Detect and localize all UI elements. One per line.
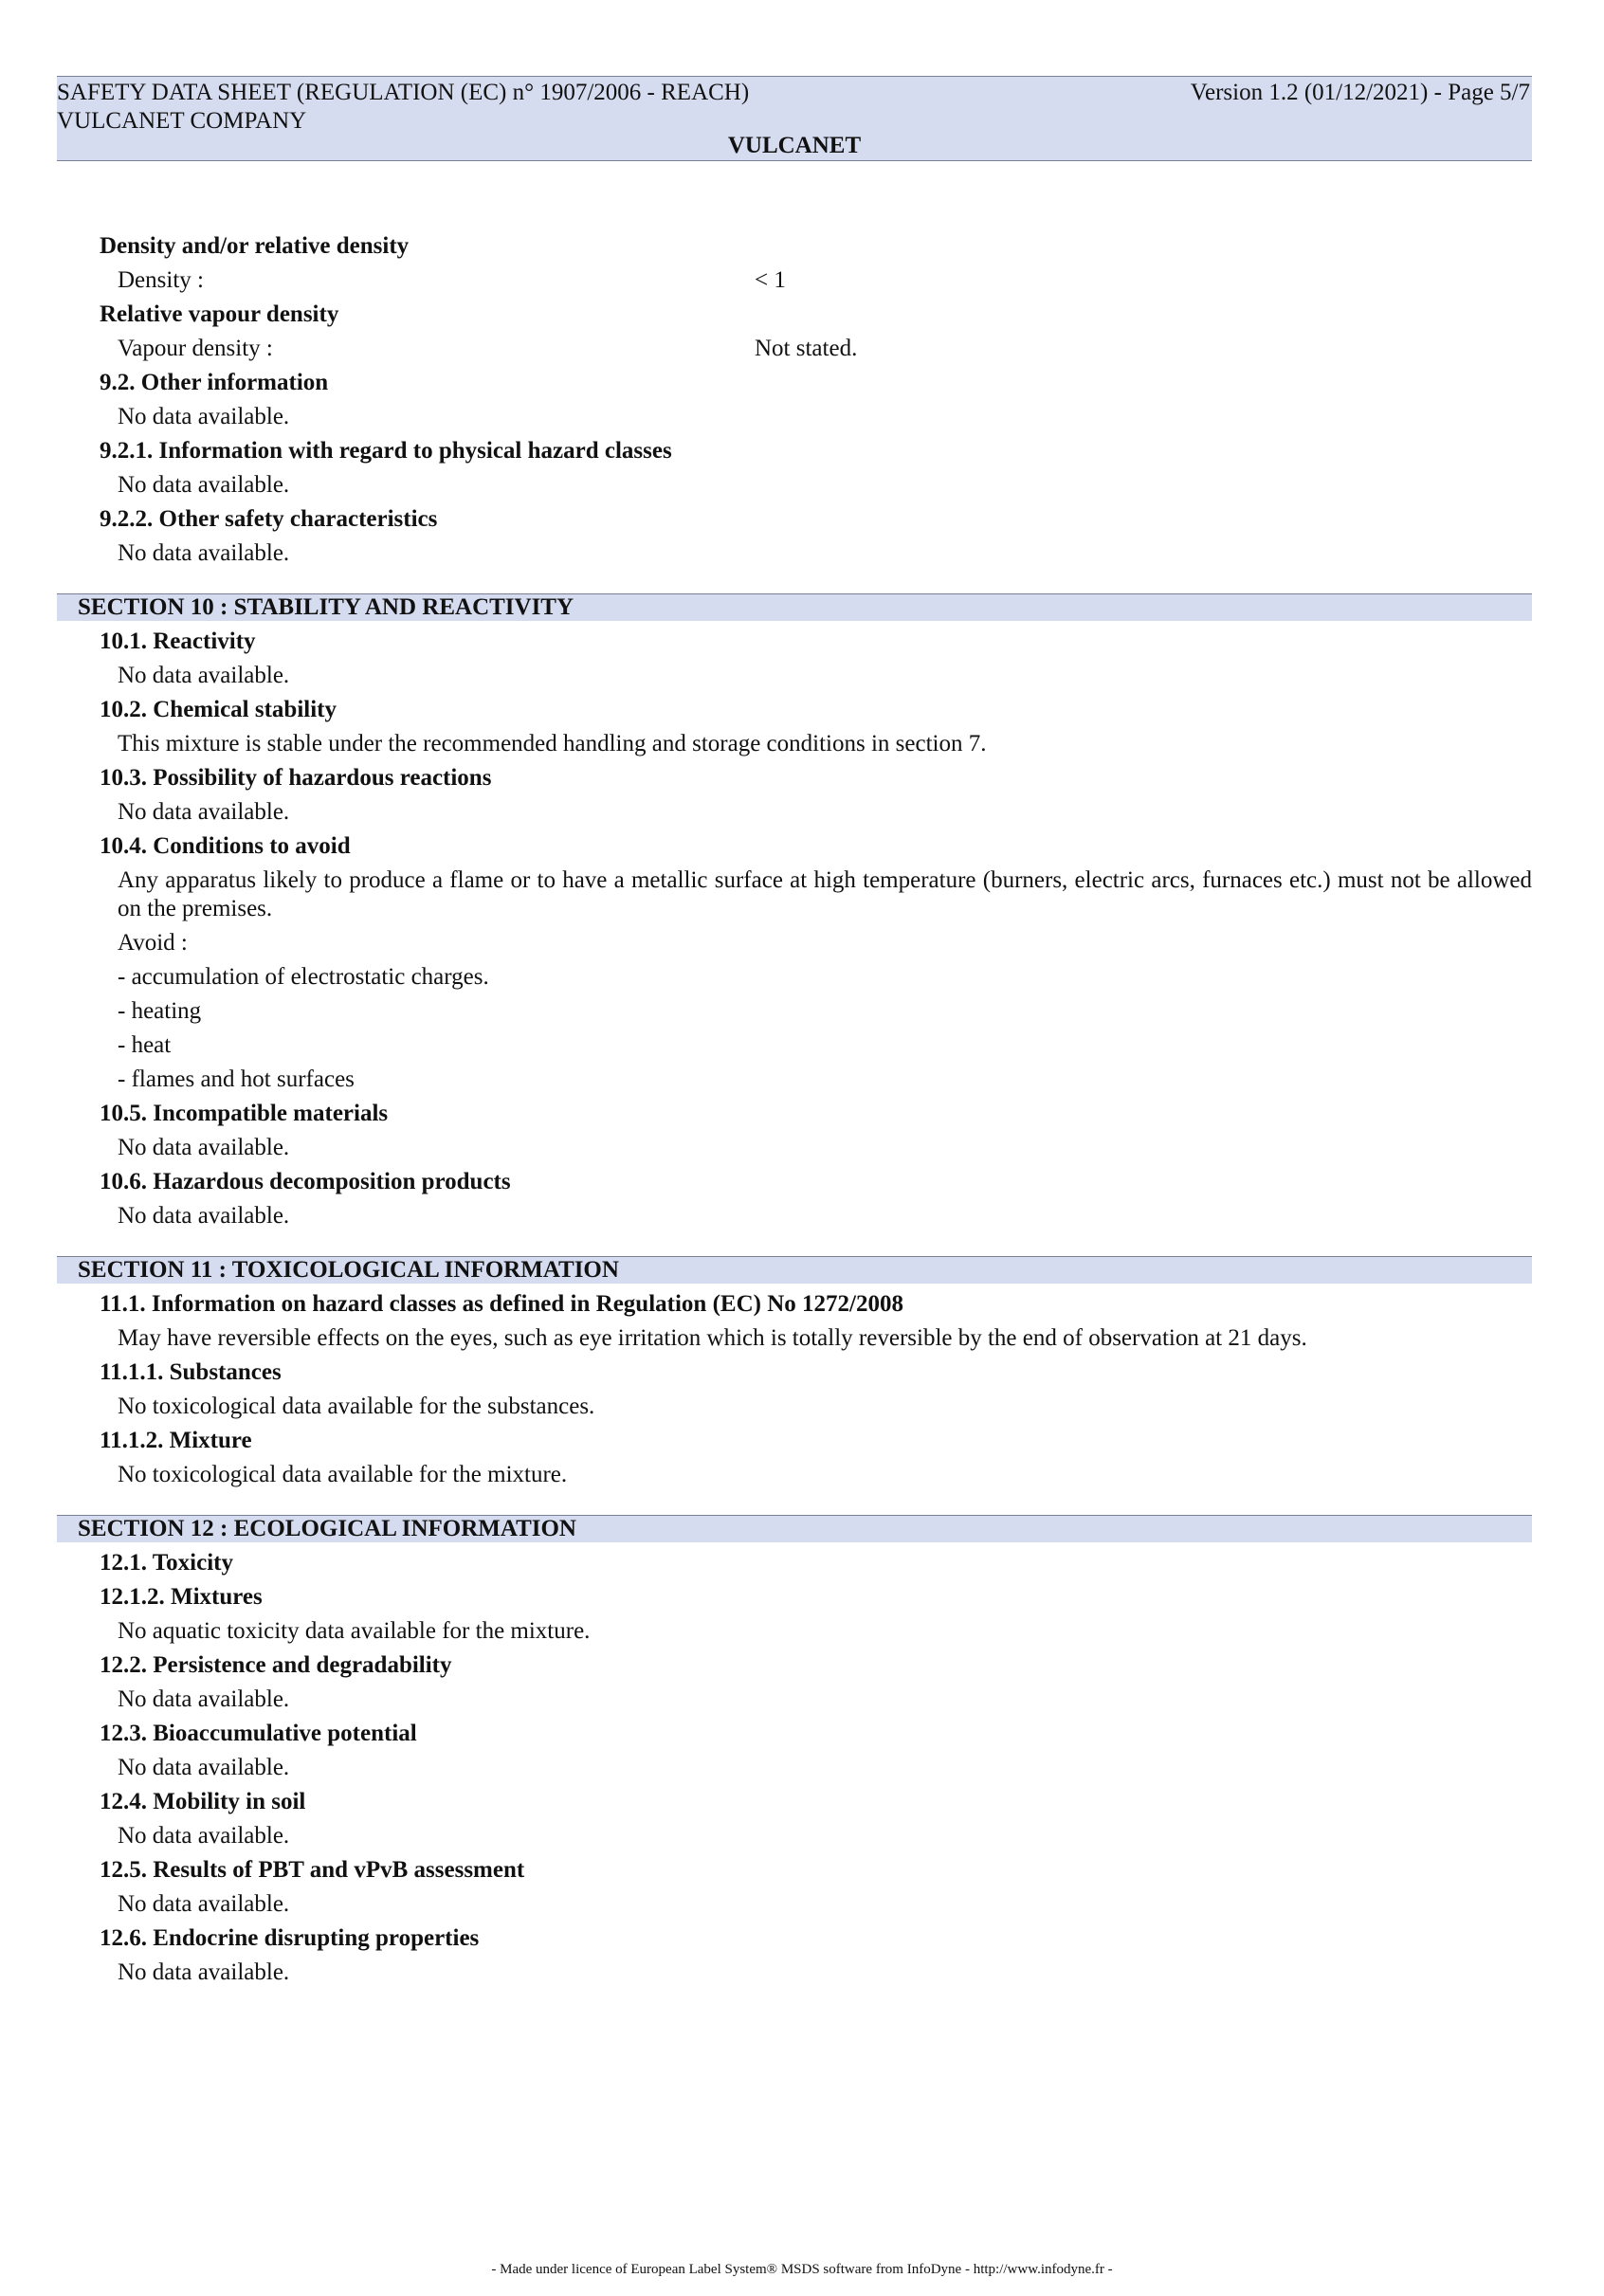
subsection-text: No data available.	[118, 663, 290, 688]
subsection-heading: 12.5. Results of PBT and vPvB assessment	[100, 1857, 525, 1883]
subsection-heading: 12.1. Toxicity	[100, 1550, 233, 1576]
subsection-text: No data available.	[118, 472, 290, 498]
section-11-title: SECTION 11 : TOXICOLOGICAL INFORMATION	[57, 1256, 1532, 1284]
subsection-heading: 11.1.2. Mixture	[100, 1428, 252, 1453]
subsection-heading: 12.4. Mobility in soil	[100, 1789, 306, 1814]
section-12-title: SECTION 12 : ECOLOGICAL INFORMATION	[57, 1515, 1532, 1542]
subsection-text: No data available.	[118, 799, 290, 825]
subsection-heading: 10.6. Hazardous decomposition products	[100, 1169, 511, 1194]
avoid-item: - heating	[118, 998, 202, 1024]
density-label: Density :	[118, 267, 204, 293]
subsection-text: No data available.	[118, 1959, 290, 1985]
subsection-heading: 12.3. Bioaccumulative potential	[100, 1721, 417, 1746]
document-header	[57, 76, 1532, 161]
subsection-text: This mixture is stable under the recommended handling and storage conditions in section 7.	[118, 731, 987, 756]
subsection-heading: 12.6. Endocrine disrupting properties	[100, 1925, 480, 1951]
subsection-heading: 10.5. Incompatible materials	[100, 1101, 389, 1126]
vapour-row	[118, 332, 1532, 366]
subsection-text: No data available.	[118, 1135, 290, 1160]
subsection-text: No data available.	[118, 1823, 290, 1849]
subsection-heading: 9.2. Other information	[100, 370, 329, 395]
subsection-text: No data available.	[118, 1891, 290, 1917]
header-left	[57, 79, 749, 136]
subsection-heading: 10.4. Conditions to avoid	[100, 833, 351, 859]
regulation-title: SAFETY DATA SHEET (REGULATION (EC) n° 1907/2006 - REACH)	[57, 80, 750, 105]
subsection-heading: 10.3. Possibility of hazardous reactions	[100, 765, 492, 791]
density-heading: Density and/or relative density	[100, 233, 410, 259]
subsection-text: No aquatic toxicity data available for the mixture.	[118, 1618, 591, 1644]
avoid-item: - flames and hot surfaces	[118, 1066, 355, 1092]
company-name: VULCANET COMPANY	[57, 108, 307, 134]
vapour-value: Not stated.	[755, 336, 858, 361]
product-name: VULCANET	[727, 133, 862, 158]
subsection-text: No data available.	[118, 1686, 290, 1712]
subsection-text: No data available.	[118, 1203, 290, 1229]
subsection-text: May have reversible effects on the eyes, such as eye irritation which is totally reversible by the end of observation at 21 days.	[118, 1325, 1307, 1351]
vapour-label: Vapour density :	[118, 336, 273, 361]
subsection-heading: 11.1. Information on hazard classes as defined in Regulation (EC) No 1272/2008	[100, 1291, 903, 1317]
subsection-text: No data available.	[118, 540, 290, 566]
density-value: < 1	[755, 267, 786, 293]
section-10-title: SECTION 10 : STABILITY AND REACTIVITY	[57, 593, 1532, 621]
subsection-heading: 9.2.1. Information with regard to physical hazard classes	[100, 438, 672, 464]
subsection-text: No toxicological data available for the substances.	[118, 1394, 595, 1419]
subsection-text: No data available.	[118, 1755, 290, 1780]
subsection-heading: 12.2. Persistence and degradability	[100, 1652, 452, 1678]
avoid-item: - heat	[118, 1032, 172, 1058]
version-page-info: Version 1.2 (01/12/2021) - Page 5/7	[1190, 80, 1530, 105]
subsection-heading: 11.1.1. Substances	[100, 1359, 282, 1385]
subsection-heading: 10.2. Chemical stability	[100, 697, 337, 722]
subsection-text: No toxicological data available for the mixture.	[118, 1462, 568, 1487]
avoid-item: - accumulation of electrostatic charges.	[118, 964, 489, 990]
conditions-paragraph: Any apparatus likely to produce a flame or to have a metallic surface at high temperature (burners, electric arcs, furnaces etc.) must not be allowed on the premises.	[118, 867, 1532, 921]
subsection-heading: 10.1. Reactivity	[100, 629, 256, 654]
avoid-label: Avoid :	[118, 930, 188, 956]
footer-licence: - Made under licence of European Label System® MSDS software from InfoDyne - http://www.infodyne.fr -	[491, 2262, 1113, 2277]
density-row	[118, 264, 1532, 298]
vapour-heading: Relative vapour density	[100, 301, 339, 327]
subsection-heading: 9.2.2. Other safety characteristics	[100, 506, 438, 532]
subsection-text: No data available.	[118, 404, 290, 429]
document-body	[57, 229, 1532, 1990]
subsection-heading: 12.1.2. Mixtures	[100, 1584, 263, 1610]
